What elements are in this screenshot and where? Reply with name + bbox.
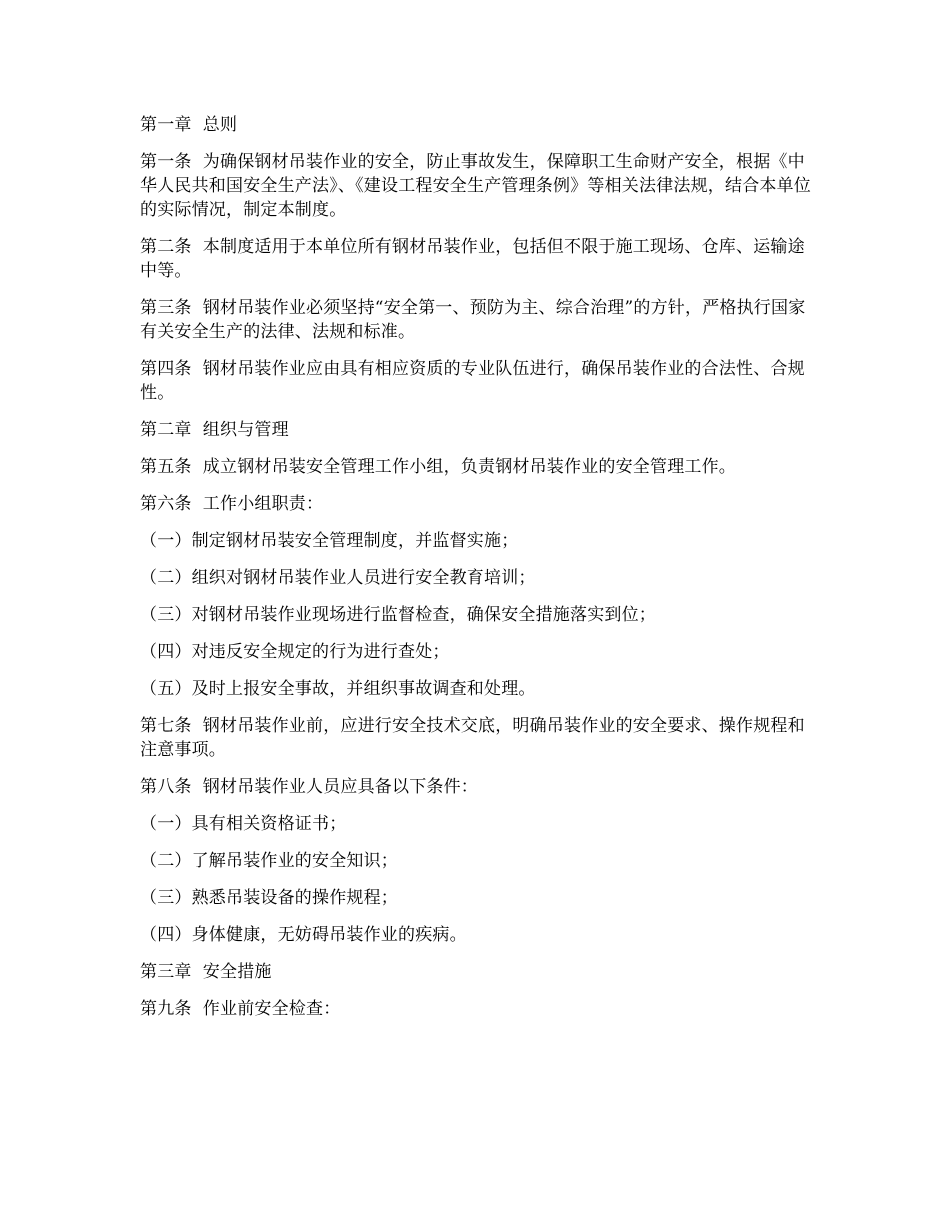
article-paragraph: 第七条 钢材吊装作业前，应进行安全技术交底，明确吊装作业的安全要求、操作规程和注意事项。 xyxy=(140,716,805,760)
article-paragraph: 第八条 钢材吊装作业人员应具备以下条件： xyxy=(140,777,479,797)
article-paragraph: 第一条 为确保钢材吊装作业的安全，防止事故发生，保障职工生命财产安全，根据《中华人民共和国安全生产法》、《建设工程安全生产管理条例》等相关法律法规，结合本单位的实际情况，制定本制度。 xyxy=(140,152,811,220)
chapter-heading: 第二章 组织与管理 xyxy=(140,420,289,440)
article-paragraph: 第二条 本制度适用于本单位所有钢材吊装作业，包括但不限于施工现场、仓库、运输途中等。 xyxy=(140,237,805,281)
article-paragraph: 第四条 钢材吊装作业应由具有相应资质的专业队伍进行，确保吊装作业的合法性、合规性。 xyxy=(140,359,805,403)
list-item: （五）及时上报安全事故，并组织事故调查和处理。 xyxy=(140,679,536,699)
article-paragraph: 第六条 工作小组职责： xyxy=(140,494,324,514)
document-body xyxy=(140,113,820,1034)
list-item: （二）了解吊装作业的安全知识； xyxy=(140,851,398,871)
chapter-heading: 第三章 安全措施 xyxy=(140,962,272,982)
article-paragraph: 第三条 钢材吊装作业必须坚持“安全第一、预防为主、综合治理”的方针，严格执行国家有关安全生产的法律、法规和标准。 xyxy=(140,298,806,342)
list-item: （一）制定钢材吊装安全管理制度，并监督实施； xyxy=(140,531,519,551)
list-item: （四）对违反安全规定的行为进行查处； xyxy=(140,642,450,662)
article-paragraph: 第五条 成立钢材吊装安全管理工作小组，负责钢材吊装作业的安全管理工作。 xyxy=(140,457,737,477)
list-item: （三）熟悉吊装设备的操作规程； xyxy=(140,888,398,908)
list-item: （二）组织对钢材吊装作业人员进行安全教育培训； xyxy=(140,568,536,588)
article-paragraph: 第九条 作业前安全检查： xyxy=(140,999,341,1019)
list-item: （三）对钢材吊装作业现场进行监督检查，确保安全措施落实到位； xyxy=(140,605,656,625)
list-item: （一）具有相关资格证书； xyxy=(140,814,347,834)
chapter-heading: 第一章 总则 xyxy=(140,115,238,135)
list-item: （四）身体健康，无妨碍吊装作业的疾病。 xyxy=(140,925,467,945)
